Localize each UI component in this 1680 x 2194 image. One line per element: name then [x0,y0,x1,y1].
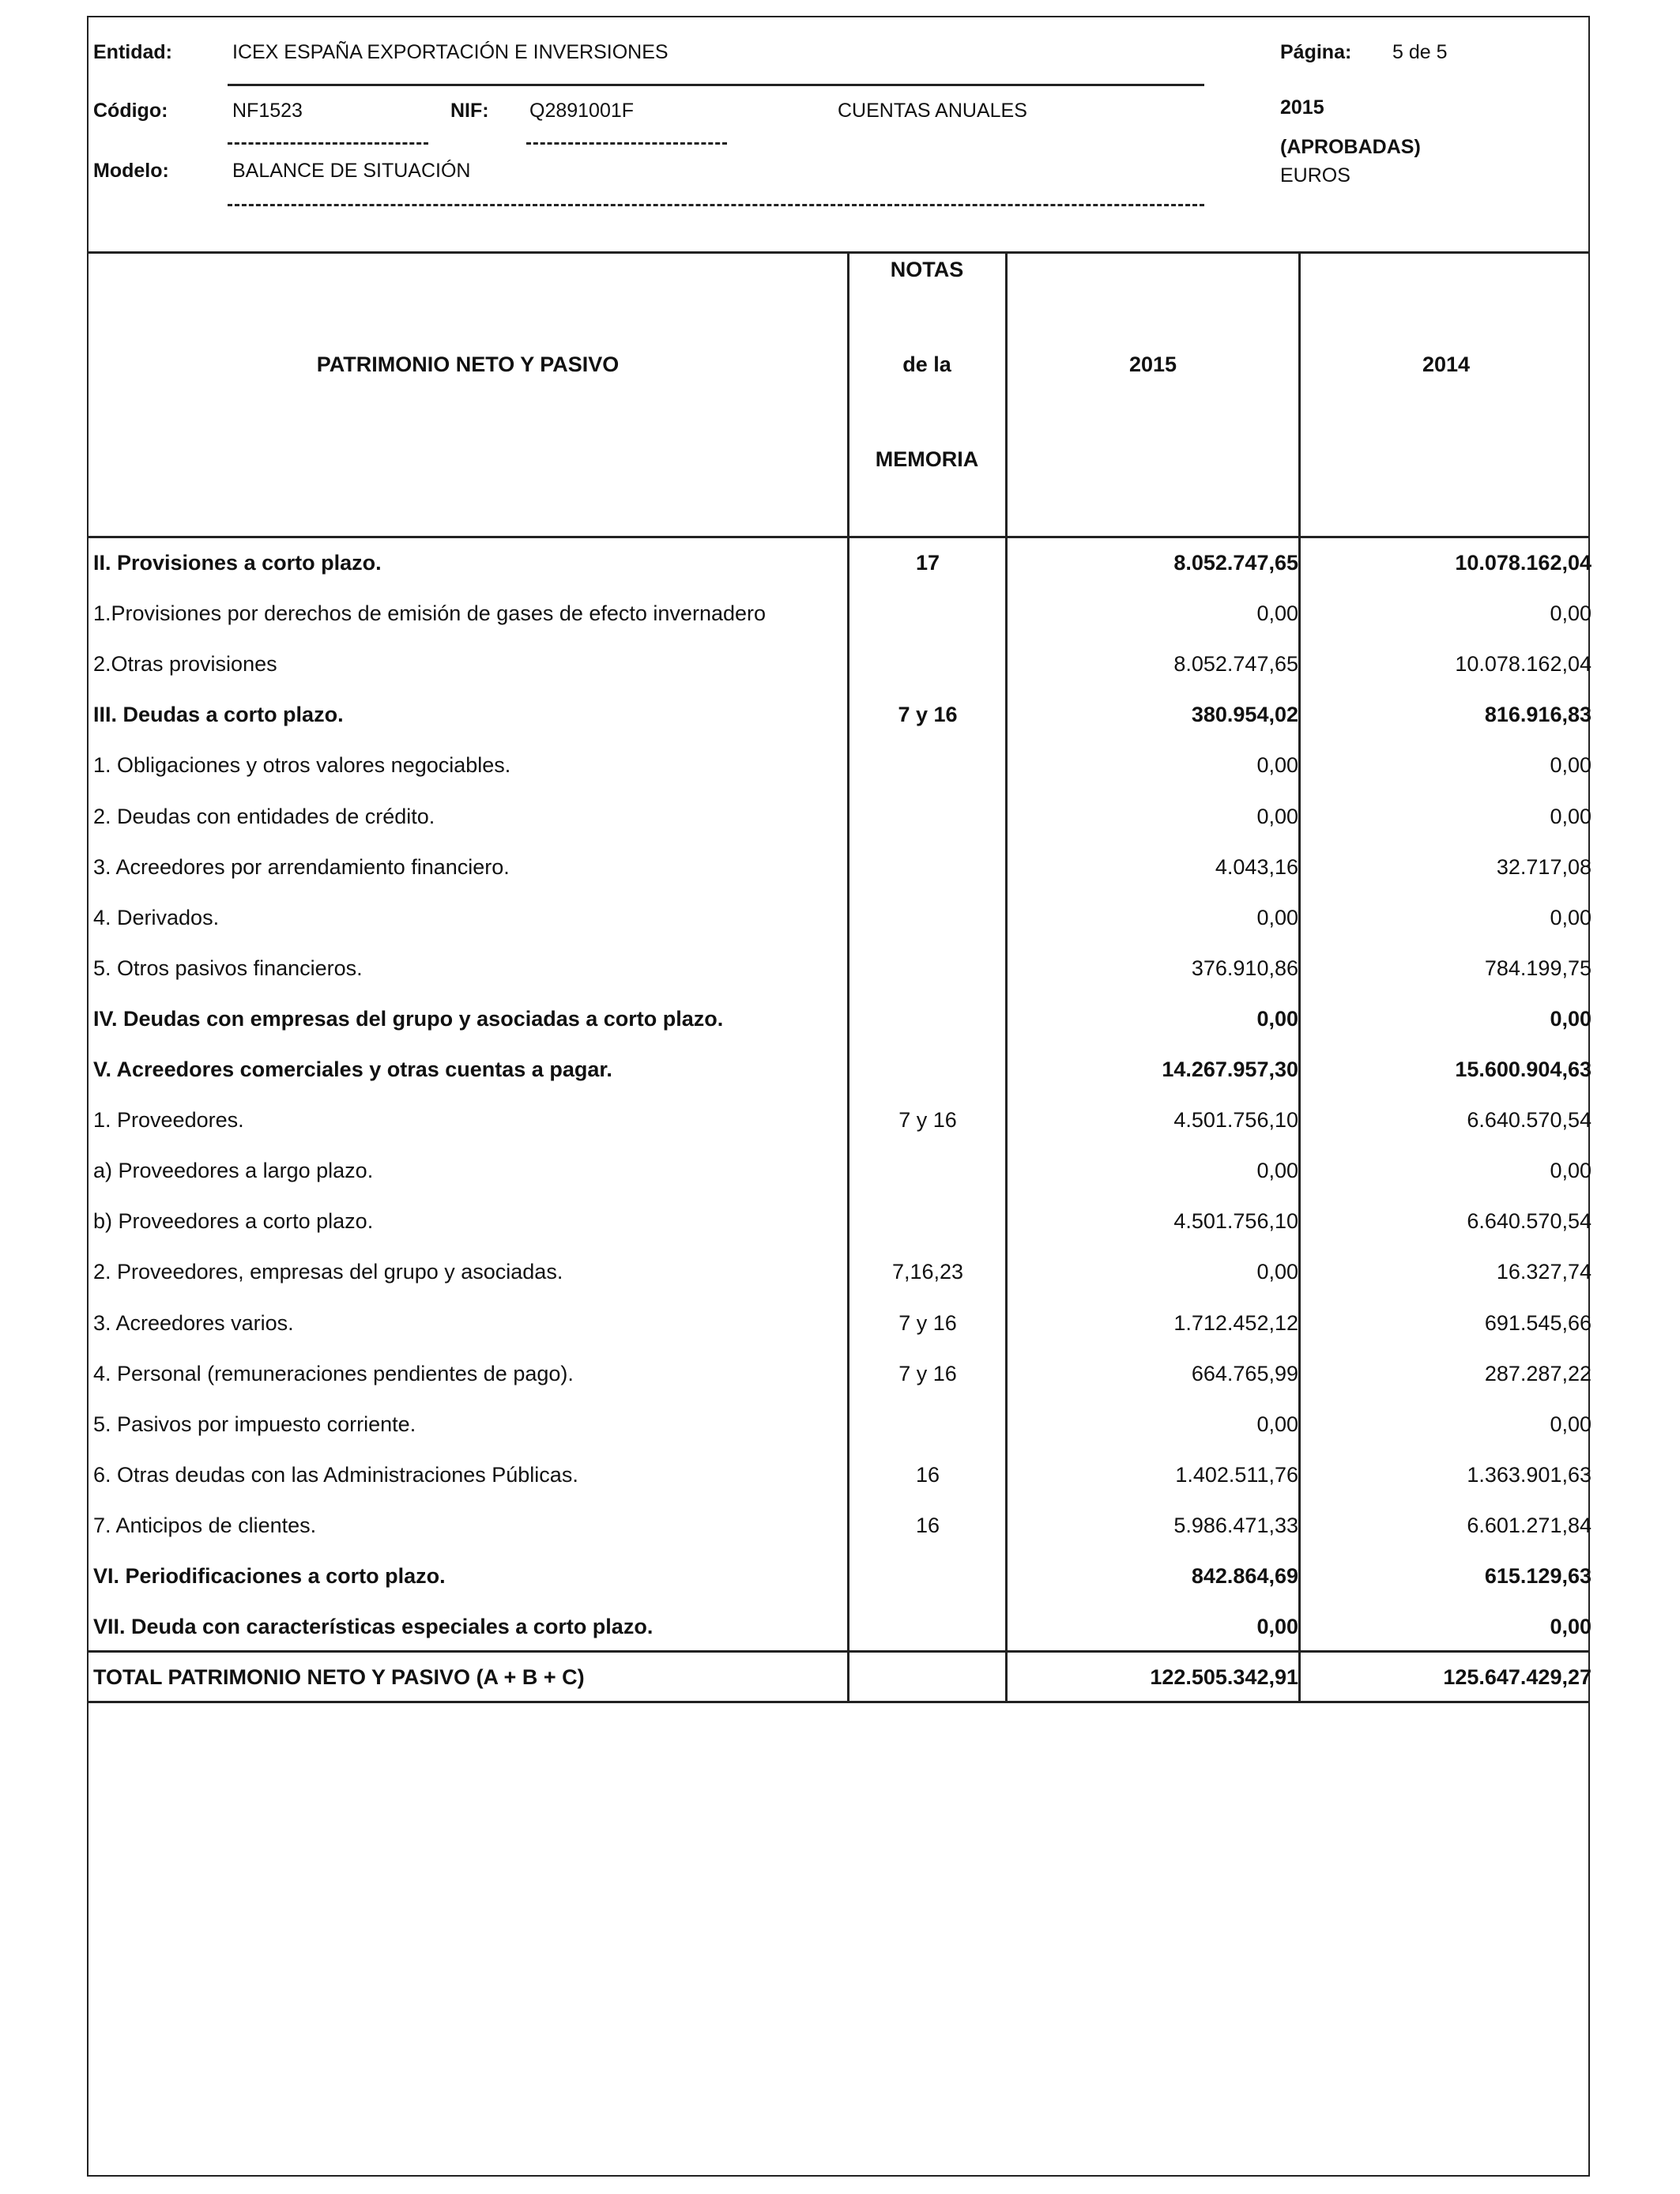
row-notes [849,1601,1007,1652]
table-row [89,588,1591,639]
row-concept: 1. Obligaciones y otros valores negociables. [93,753,511,778]
column-header-notes-line1: NOTAS [890,258,964,281]
row-value-2015: 8.052.747,65 [1173,551,1298,575]
row-value-2015: 4.043,16 [1215,854,1298,879]
row-value-2015: 14.267.957,30 [1162,1057,1298,1081]
row-value-2015: 0,00 [1256,804,1298,828]
row-value-2015: 4.501.756,10 [1173,1209,1298,1234]
nif-value: Q2891001F [529,100,635,122]
row-value-2015: 380.954,02 [1191,703,1298,727]
pagina-value: 5 de 5 [1392,41,1448,63]
row-concept: 2.Otras provisiones [93,652,277,677]
table-row [89,639,1591,689]
row-notes: 7 y 16 [898,1361,957,1385]
row-notes [849,1145,1007,1196]
table-row [89,1044,1591,1095]
row-value-2014: 0,00 [1550,1615,1591,1639]
row-notes [849,1399,1007,1449]
table-row [89,740,1591,790]
row-notes [849,1044,1007,1095]
row-notes: 7 y 16 [898,703,958,727]
table-top-border [89,251,1588,254]
row-notes: 7 y 16 [898,1310,957,1335]
row-value-2015: 4.501.756,10 [1173,1108,1298,1133]
table-row [89,1399,1591,1449]
row-value-2015: 1.712.452,12 [1173,1310,1298,1335]
table-row [89,1298,1591,1348]
row-value-2015: 0,00 [1256,1260,1298,1284]
row-value-2015: 0,00 [1256,1159,1298,1183]
row-notes [849,588,1007,639]
row-notes: 16 [915,1462,940,1487]
row-concept: V. Acreedores comerciales y otras cuentas a pagar. [93,1057,612,1081]
row-value-2015: 0,00 [1256,1006,1298,1031]
row-concept: III. Deudas a corto plazo. [93,703,344,727]
row-value-2014: 0,00 [1550,1159,1591,1183]
table-row [89,993,1591,1044]
row-notes [849,1196,1007,1246]
column-header-2015: 2015 [1128,352,1177,376]
row-value-2014: 287.287,22 [1484,1361,1591,1385]
row-concept: 3. Acreedores por arrendamiento financiero. [93,854,510,879]
row-value-2015: 0,00 [1256,905,1298,929]
table-row [89,1196,1591,1246]
row-concept: 7. Anticipos de clientes. [93,1513,317,1537]
row-value-2014: 0,00 [1550,905,1591,929]
entidad-value: ICEX ESPAÑA EXPORTACIÓN E INVERSIONES [232,41,669,63]
codigo-underline [228,142,428,145]
modelo-underline [228,204,1204,206]
row-value-2014: 0,00 [1550,1412,1591,1436]
column-header-2014: 2014 [1422,352,1471,376]
row-notes [849,740,1007,790]
row-value-2014: 15.600.904,63 [1455,1057,1591,1081]
row-value-2015: 842.864,69 [1191,1564,1298,1588]
table-row [89,689,1591,740]
row-concept: VI. Periodificaciones a corto plazo. [93,1564,446,1588]
row-concept: 5. Otros pasivos financieros. [93,956,363,980]
table-row [89,1551,1591,1601]
row-value-2014: 615.129,63 [1484,1564,1591,1588]
document-frame [87,16,1590,2177]
row-value-2014: 784.199,75 [1484,956,1591,980]
row-concept: 6. Otras deudas con las Administraciones Públicas. [93,1462,578,1487]
row-value-2015: 0,00 [1256,1412,1298,1436]
row-concept: 4. Derivados. [93,905,220,929]
modelo-label: Modelo: [93,160,169,182]
total-value-2014: 125.647.429,27 [1443,1665,1591,1689]
entidad-underline [228,84,1204,86]
row-value-2014: 32.717,08 [1496,854,1591,879]
entidad-label: Entidad: [93,41,172,63]
row-value-2014: 1.363.901,63 [1467,1462,1591,1487]
table-row [89,1601,1591,1652]
row-value-2015: 8.052.747,65 [1173,652,1298,677]
row-value-2014: 6.640.570,54 [1467,1108,1591,1133]
total-concept: TOTAL PATRIMONIO NETO Y PASIVO (A + B + C) [93,1665,585,1689]
table-row [89,1145,1591,1196]
row-value-2014: 0,00 [1550,601,1591,626]
row-value-2015: 0,00 [1256,1615,1298,1639]
row-notes: 17 [915,551,940,575]
modelo-value: BALANCE DE SITUACIÓN [232,160,471,182]
row-value-2014: 6.601.271,84 [1467,1513,1591,1537]
codigo-label: Código: [93,100,168,122]
row-concept: b) Proveedores a corto plazo. [93,1209,374,1234]
row-notes [849,1551,1007,1601]
row-notes [849,993,1007,1044]
row-concept: 2. Proveedores, empresas del grupo y asociadas. [93,1260,563,1284]
report-status: (APROBADAS) [1280,136,1421,158]
row-value-2014: 10.078.162,04 [1455,652,1591,677]
table-row [89,892,1591,943]
row-value-2014: 16.327,74 [1496,1260,1591,1284]
pagina-label: Página: [1280,41,1352,63]
row-value-2015: 5.986.471,33 [1173,1513,1298,1537]
row-value-2014: 0,00 [1550,804,1591,828]
table-row [89,1246,1591,1297]
row-value-2015: 0,00 [1256,753,1298,778]
row-value-2015: 664.765,99 [1191,1361,1298,1385]
row-concept: 2. Deudas con entidades de crédito. [93,804,435,828]
table-row [89,1095,1591,1145]
table-row [89,842,1591,892]
row-value-2014: 10.078.162,04 [1455,551,1591,575]
table-row [89,1449,1591,1500]
table-row [89,943,1591,993]
row-concept: a) Proveedores a largo plazo. [93,1159,374,1183]
row-value-2014: 691.545,66 [1484,1310,1591,1335]
table-row [89,1500,1591,1551]
row-notes [849,639,1007,689]
total-row [89,1652,1591,1702]
table-row [89,1348,1591,1399]
total-notes [849,1652,1007,1702]
total-value-2015: 122.505.342,91 [1150,1665,1298,1689]
row-concept: 1.Provisiones por derechos de emisión de gases de efecto invernadero [93,601,767,626]
row-concept: 1. Proveedores. [93,1108,244,1133]
nif-label: NIF: [450,100,489,122]
column-header-concept: PATRIMONIO NETO Y PASIVO [316,352,620,376]
row-notes [849,791,1007,842]
row-concept: 3. Acreedores varios. [93,1310,294,1335]
row-value-2015: 1.402.511,76 [1175,1462,1298,1487]
report-type: CUENTAS ANUALES [838,100,1027,122]
row-concept: VII. Deuda con características especiales a corto plazo. [93,1615,654,1639]
nif-underline [526,142,727,145]
row-concept: 5. Pasivos por impuesto corriente. [93,1412,416,1436]
row-concept: 4. Personal (remuneraciones pendientes de pago). [93,1361,574,1385]
row-notes: 16 [915,1513,940,1537]
column-header-notes-line3: MEMORIA [875,447,979,471]
row-value-2014: 816.916,83 [1484,703,1591,727]
row-notes: 7,16,23 [891,1260,964,1284]
row-notes: 7 y 16 [898,1108,957,1133]
row-value-2014: 6.640.570,54 [1467,1209,1591,1234]
row-concept: II. Provisiones a corto plazo. [93,551,382,575]
row-notes [849,842,1007,892]
codigo-value: NF1523 [232,100,303,122]
column-header-notes-line2: de la [902,352,951,376]
row-value-2014: 0,00 [1550,753,1591,778]
row-notes [849,943,1007,993]
row-value-2014: 0,00 [1550,1006,1591,1031]
row-notes [849,892,1007,943]
report-currency: EUROS [1280,164,1350,187]
row-value-2015: 0,00 [1256,601,1298,626]
row-value-2015: 376.910,86 [1191,956,1298,980]
table-row [89,537,1591,588]
table-row [89,791,1591,842]
report-year: 2015 [1280,96,1324,119]
row-concept: IV. Deudas con empresas del grupo y asociadas a corto plazo. [93,1006,724,1031]
